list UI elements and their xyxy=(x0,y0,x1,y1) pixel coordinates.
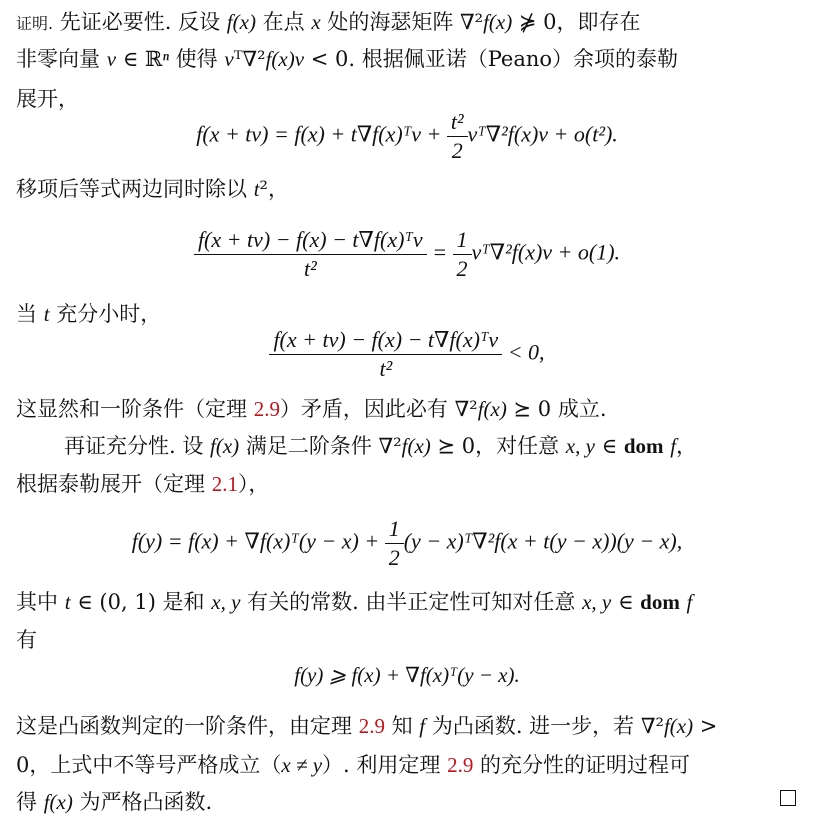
math-symbol: f(x)v xyxy=(265,47,305,71)
eq2-tail: vᵀ∇²f(x)v + o(1). xyxy=(471,239,621,265)
equation-second-order-taylor xyxy=(0,515,814,572)
eq4-lhs: f(y) = f(x) + ∇f(x)ᵀ(y − x) + xyxy=(131,528,385,554)
text-line-7 xyxy=(64,432,697,460)
text-run: 在点 xyxy=(255,10,312,34)
eq4-fraction xyxy=(385,515,404,572)
eq2-equals: = xyxy=(426,239,453,265)
text-run: 当 xyxy=(16,302,44,326)
text-run: 满足二阶条件 ∇² xyxy=(239,434,402,458)
eq3-fraction xyxy=(269,326,502,383)
math-symbol: t xyxy=(253,177,260,201)
eq3-denominator: t² xyxy=(379,356,393,381)
text-line-2 xyxy=(16,45,678,73)
math-symbol: v xyxy=(224,47,234,71)
eq4-denominator: 2 xyxy=(388,545,400,570)
math-symbol: f xyxy=(686,590,693,614)
equation-taylor-expansion xyxy=(0,108,814,165)
math-symbol: t xyxy=(43,302,50,326)
theorem-reference-link[interactable]: 2.1 xyxy=(211,472,238,496)
math-symbol: v xyxy=(106,47,117,71)
equation-first-order xyxy=(0,663,814,688)
math-symbol: f(x) xyxy=(43,790,73,814)
math-symbol: f xyxy=(419,714,426,738)
text-run: 有关的常数. 由半正定性可知对任意 xyxy=(240,590,583,614)
text-run: 证明. xyxy=(16,14,54,33)
math-symbol: x ≠ y xyxy=(281,753,323,777)
math-symbol: f(x) xyxy=(226,10,256,34)
text-line-11 xyxy=(16,712,717,740)
eq1-numerator: t² xyxy=(447,108,468,137)
text-run: 再证充分性. 设 xyxy=(64,434,211,458)
math-symbol: f xyxy=(670,434,677,458)
equation-inequality xyxy=(0,326,814,383)
eq5-text: f(y) ⩾ f(x) + ∇f(x)ᵀ(y − x). xyxy=(294,663,520,687)
text-run: 先证必要性. 反设 xyxy=(53,10,227,34)
text-run: ， xyxy=(676,434,698,458)
text-line-13 xyxy=(16,788,212,816)
text-run: ᵀ∇² xyxy=(233,47,266,71)
text-run: 为凸函数. 进一步，若 ∇² xyxy=(425,714,664,738)
text-run: 为严格凸函数. xyxy=(72,790,213,814)
text-run: ⋡ 0，即存在 xyxy=(512,10,641,34)
text-run: 充分小时， xyxy=(49,302,162,326)
theorem-reference-link[interactable]: 2.9 xyxy=(358,714,385,738)
text-run: 展开， xyxy=(16,87,79,111)
text-run: < 0. 根据佩亚诺（Peano）余项的泰勒 xyxy=(304,47,679,71)
text-line-1 xyxy=(16,8,641,38)
text-line-9 xyxy=(16,588,692,616)
text-run: ⪰ 0，对任意 xyxy=(430,434,566,458)
text-run: 得 xyxy=(16,790,44,814)
text-run: ∈ (0, 1) 是和 xyxy=(70,590,212,614)
math-symbol: f(x) xyxy=(477,397,507,421)
text-run: 知 xyxy=(384,714,420,738)
text-run: ∈ xyxy=(594,434,624,458)
text-line-10 xyxy=(16,626,37,654)
eq2-denominator: t² xyxy=(303,256,317,281)
math-symbol: f(x) xyxy=(663,714,694,738)
eq4-tail: (y − x)ᵀ∇²f(x + t(y − x))(y − x), xyxy=(403,528,683,554)
text-run: 使得 xyxy=(169,47,225,71)
text-run: ）矛盾，因此必有 ∇² xyxy=(279,397,478,421)
text-run: 这显然和一阶条件（定理 xyxy=(16,397,254,421)
math-symbol: f(x) xyxy=(210,434,240,458)
qed-box-icon xyxy=(780,790,796,806)
eq1-denominator: 2 xyxy=(451,138,463,163)
eq1-lhs: f(x + tv) = f(x) + t∇f(x)ᵀv + xyxy=(196,121,447,147)
text-run: ）. 利用定理 xyxy=(322,753,448,777)
text-run: ∈ xyxy=(611,590,641,614)
text-run: 0，上式中不等号严格成立（ xyxy=(16,753,282,777)
text-line-8 xyxy=(16,470,269,498)
math-symbol: x xyxy=(311,10,321,34)
eq1-fraction xyxy=(447,108,468,165)
text-run: 这是凸函数判定的一阶条件，由定理 xyxy=(16,714,359,738)
eq3-numerator: f(x + tv) − f(x) − t∇f(x)ᵀv xyxy=(269,326,502,355)
text-line-4 xyxy=(16,175,289,203)
math-symbol: t xyxy=(64,590,71,614)
eq2-left-fraction xyxy=(194,226,427,283)
theorem-reference-link[interactable]: 2.9 xyxy=(447,753,474,777)
text-run: dom xyxy=(640,590,680,614)
text-run xyxy=(680,590,687,614)
text-run: 其中 xyxy=(16,590,65,614)
math-symbol: f(x) xyxy=(401,434,431,458)
theorem-reference-link[interactable]: 2.9 xyxy=(253,397,280,421)
eq1-tail: vᵀ∇²f(x)v + o(t²). xyxy=(467,121,618,147)
math-symbol: f(x) xyxy=(483,10,513,34)
text-run: 有 xyxy=(16,628,37,652)
eq4-numerator: 1 xyxy=(385,515,404,544)
text-run: dom xyxy=(623,434,664,458)
text-run: ²， xyxy=(259,177,289,201)
text-run: ∈ ℝ xyxy=(116,47,163,71)
eq2-numerator: f(x + tv) − f(x) − t∇f(x)ᵀv xyxy=(194,226,427,255)
text-run: ）， xyxy=(237,472,270,496)
text-line-12 xyxy=(16,751,690,779)
text-line-6 xyxy=(16,395,607,423)
eq2-right-numerator: 1 xyxy=(453,226,472,255)
text-run: 处的海瑟矩阵 ∇² xyxy=(320,10,484,34)
equation-divided xyxy=(0,226,814,283)
math-symbol: ⁿ xyxy=(162,47,169,71)
text-run: 根据泰勒展开（定理 xyxy=(16,472,212,496)
math-symbol: x, y xyxy=(582,590,612,614)
text-line-5 xyxy=(16,300,161,328)
text-run: > xyxy=(693,714,718,738)
eq2-right-denominator: 2 xyxy=(456,256,468,281)
text-run: 移项后等式两边同时除以 xyxy=(16,177,254,201)
text-run: 非零向量 xyxy=(16,47,107,71)
text-run: 的充分性的证明过程可 xyxy=(473,753,691,777)
eq2-right-fraction xyxy=(453,226,472,283)
text-run: ⪰ 0 成立. xyxy=(506,397,607,421)
math-symbol: x, y xyxy=(565,434,595,458)
eq3-tail: < 0, xyxy=(502,339,545,365)
math-symbol: x, y xyxy=(211,590,241,614)
